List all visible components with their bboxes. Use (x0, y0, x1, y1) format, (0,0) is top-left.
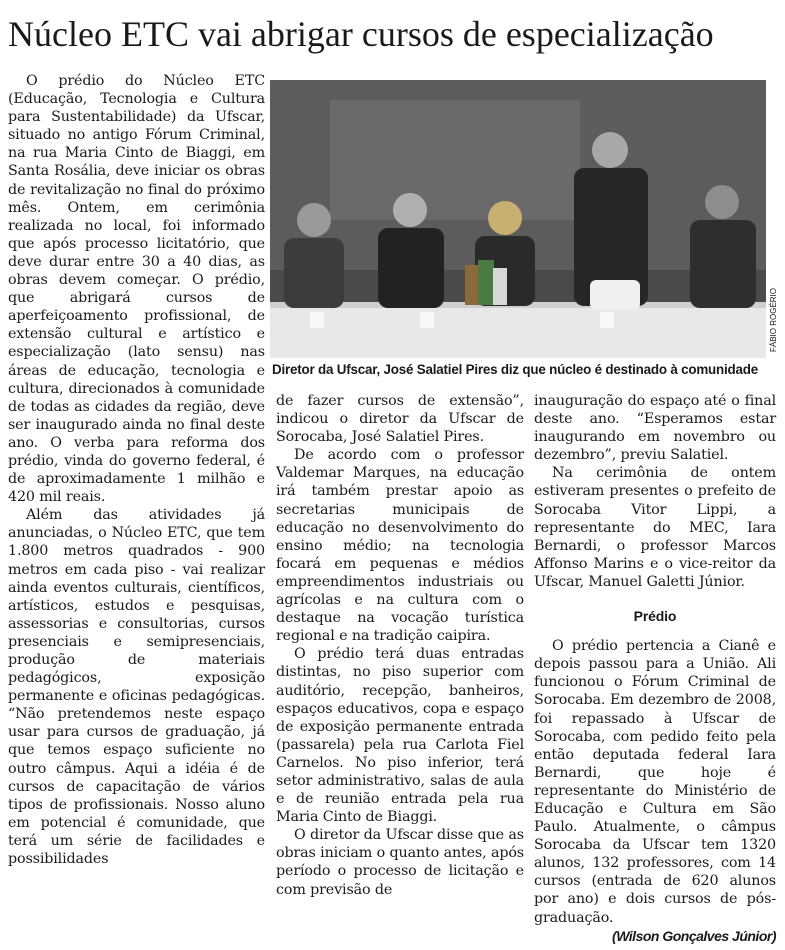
headline: Núcleo ETC vai abrigar cursos de especialização (8, 14, 714, 54)
news-photo (270, 80, 766, 358)
ceremony-photo-illustration (270, 80, 766, 358)
article-column-2 (276, 392, 524, 899)
paragraph: Além das atividades já anunciadas, o Núcleo ETC, que tem 1.800 metros quadrados - 900 metros em cada piso - vai realizar ainda eventos culturais, científicos, artísticos, estudos e pesquisas, assessorias e consultorias, cursos presenciais e semipresenciais, produção de materiais pedagógicos, exposição permanente e oficinas pedagógicas. “Não pretendemos neste espaço usar para cursos de graduação, já que temos espaço suficiente no outro câmpus. Aqui a idéia é de cursos de capacitação de vários tipos de profissionais. Nosso aluno em potencial é comunidade, que terá um série de facilidades e possibilidades (8, 507, 265, 868)
article-column-1 (8, 72, 265, 868)
paragraph: Na cerimônia de ontem estiveram presentes o prefeito de Sorocaba Vitor Lippi, a representante do MEC, Iara Bernardi, o professor Marcos Affonso Marins e o vice-reitor da Ufscar, Manuel Galetti Júnior. (534, 465, 776, 590)
paragraph: inauguração do espaço até o final deste ano. “Esperamos estar inaugurando em novembro ou dezembro”, previu Salatiel. (534, 393, 776, 464)
byline: (Wilson Gonçalves Júnior) (612, 927, 776, 944)
photo-caption: Diretor da Ufscar, José Salatiel Pires diz que núcleo é destinado à comunidade (272, 362, 758, 377)
paragraph: De acordo com o professor Valdemar Marques, na educação irá também prestar apoio as secretarias municipais de educação no desenvolvimento do ensino médio; na tecnologia focará em pequenas e médios empreendimentos industriais ou agrícolas e na cultura com o destaque na vocação turística regional e na tradição caipira. (276, 447, 524, 645)
paragraph: O diretor da Ufscar disse que as obras iniciam o quanto antes, após período o processo de licitação e com previsão de (276, 827, 524, 898)
paragraph: O prédio terá duas entradas distintas, no piso superior com auditório, recepção, banheiros, espaços educativos, copa e espaço de exposição permanente entrada (passarela) pela rua Carlota Fiel Carnelos. No piso inferior, terá setor administrativo, salas de aula e de reunião entrada pela rua Maria Cinto de Biaggi. (276, 646, 524, 826)
article-column-3 (534, 392, 776, 946)
paragraph: de fazer cursos de extensão”, indicou o diretor da Ufscar de Sorocaba, José Salatiel Pires. (276, 393, 524, 446)
subheading: Prédio (633, 608, 677, 625)
photo-credit (767, 280, 781, 360)
photo-credit-text: FÁBIO ROGÉRIO (769, 287, 778, 352)
paragraph: O prédio pertencia a Cianê e depois passou para a União. Ali funcionou o Fórum Criminal de Sorocaba. Em dezembro de 2008, foi repassado à Ufscar de Sorocaba, com pedido feito pela então deputada federal Iara Bernardi, que hoje é representante do Ministério de Educação e Cultura em São Paulo. Atualmente, o câmpus Sorocaba da Ufscar tem 1320 alunos, 132 professores, com 14 cursos (entrada de 620 alunos por ano) e dois cursos de pós-graduação. (534, 638, 776, 926)
byline-line (534, 927, 776, 946)
paragraph: O prédio do Núcleo ETC (Educação, Tecnologia e Cultura para Sustentabilidade) da Ufscar, situado no antigo Fórum Criminal, na rua Maria Cinto de Biaggi, em Santa Rosália, deve iniciar os obras de revitalização no final do próximo mês. Ontem, em cerimônia realizada no local, foi informado que após processo licitatório, que deve durar entre 30 a 40 dias, as obras devem começar. O prédio, que abrigará cursos de aperfeiçoamento profissional, de extensão cultural e artístico e especialização (lato sensu) nas áreas de educação, tecnologia e cultura, direcionados à comunidade de todas as cidades da região, deve ser inaugurado ainda no final deste ano. O verba para reforma dos prédio, vinda do governo federal, é de aproximadamente 1 milhão e 420 mil reais. (8, 73, 265, 506)
